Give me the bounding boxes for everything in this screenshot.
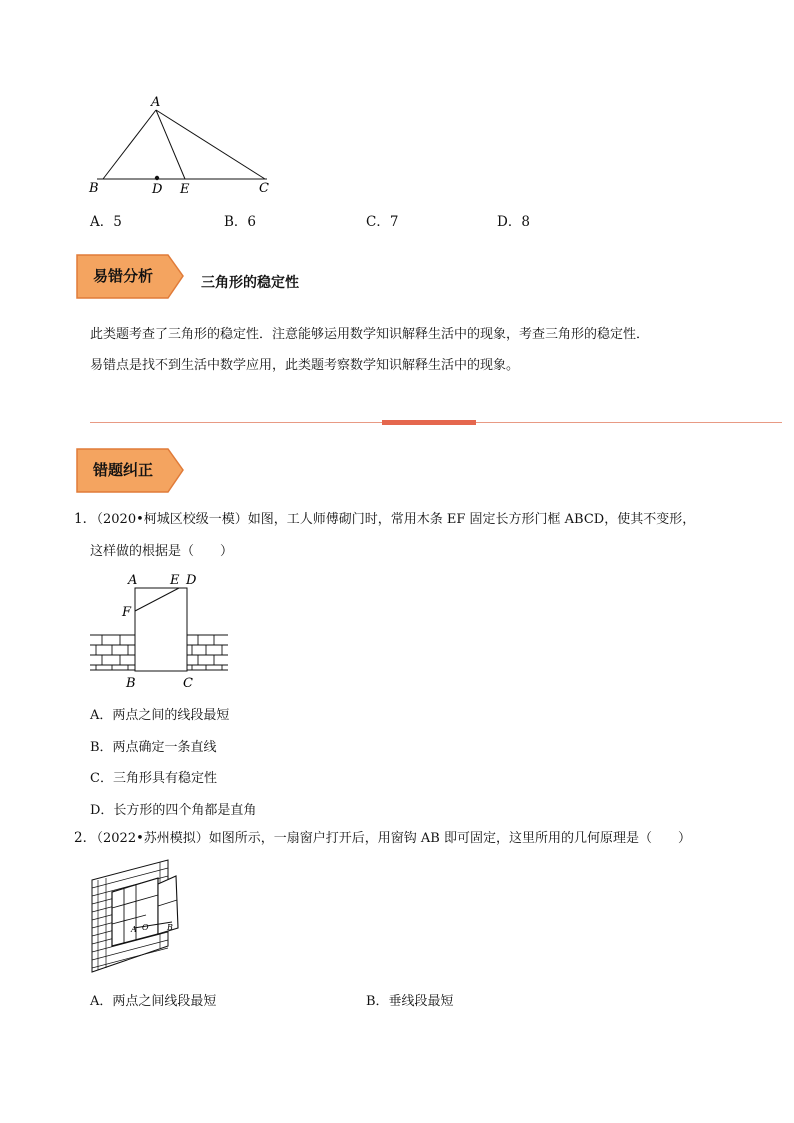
label-E: E [180, 182, 190, 197]
q1-stem-line2: 这样做的根据是（ ） [90, 544, 234, 559]
label-D: D [152, 182, 163, 197]
door-label-B: B [126, 676, 136, 691]
door-label-E: E [170, 573, 180, 588]
window-label-A: A [131, 925, 137, 934]
option-a: A．5 [90, 214, 122, 230]
correction-tag-label: 错题纠正 [92, 461, 153, 479]
window-figure [86, 858, 186, 976]
q1-number: 1． [74, 511, 97, 527]
error-analysis-tag-label: 易错分析 [92, 267, 153, 285]
window-label-O: O [142, 923, 149, 932]
q2-stem-line1: （2022•苏州模拟）如图所示，一扇窗户打开后，用窗钩 AB 即可固定，这里所用的几何原理是（ ） [90, 831, 691, 846]
error-analysis-para2: 易错点是找不到生活中数学应用，此类题考察数学知识解释生活中的现象。 [90, 358, 520, 373]
error-analysis-title: 三角形的稳定性 [201, 275, 299, 291]
error-analysis-tag [76, 254, 184, 298]
q2-option-b: B．垂线段最短 [366, 994, 454, 1009]
correction-tag [76, 448, 184, 492]
error-analysis-para1: 此类题考查了三角形的稳定性．注意能够运用数学知识解释生活中的现象，考查三角形的稳定性． [90, 327, 650, 342]
q1-option-d: D．长方形的四个角都是直角 [90, 803, 257, 818]
label-A: A [151, 95, 161, 110]
door-label-A: A [128, 573, 138, 588]
option-c: C．7 [366, 214, 399, 230]
q2-number: 2． [74, 830, 97, 846]
label-B: B [89, 181, 99, 196]
option-b: B．6 [224, 214, 257, 230]
option-d: D．8 [497, 214, 530, 230]
door-label-C: C [183, 676, 193, 691]
q1-option-b: B．两点确定一条直线 [90, 740, 217, 755]
door-frame-figure [88, 570, 233, 692]
q1-option-c: C．三角形具有稳定性 [90, 771, 217, 786]
triangle-figure [85, 92, 285, 202]
q1-option-a: A．两点之间的线段最短 [90, 708, 230, 723]
door-label-F: F [122, 605, 132, 620]
section-divider-accent [382, 420, 476, 425]
q2-option-a: A．两点之间线段最短 [90, 994, 217, 1009]
label-C: C [259, 181, 269, 196]
door-label-D: D [186, 573, 197, 588]
window-label-B: B [167, 923, 173, 932]
q1-stem-line1: （2020•柯城区校级一模）如图，工人师傅砌门时，常用木条 EF 固定长方形门框 ABCD，使其不变形， [90, 512, 696, 527]
